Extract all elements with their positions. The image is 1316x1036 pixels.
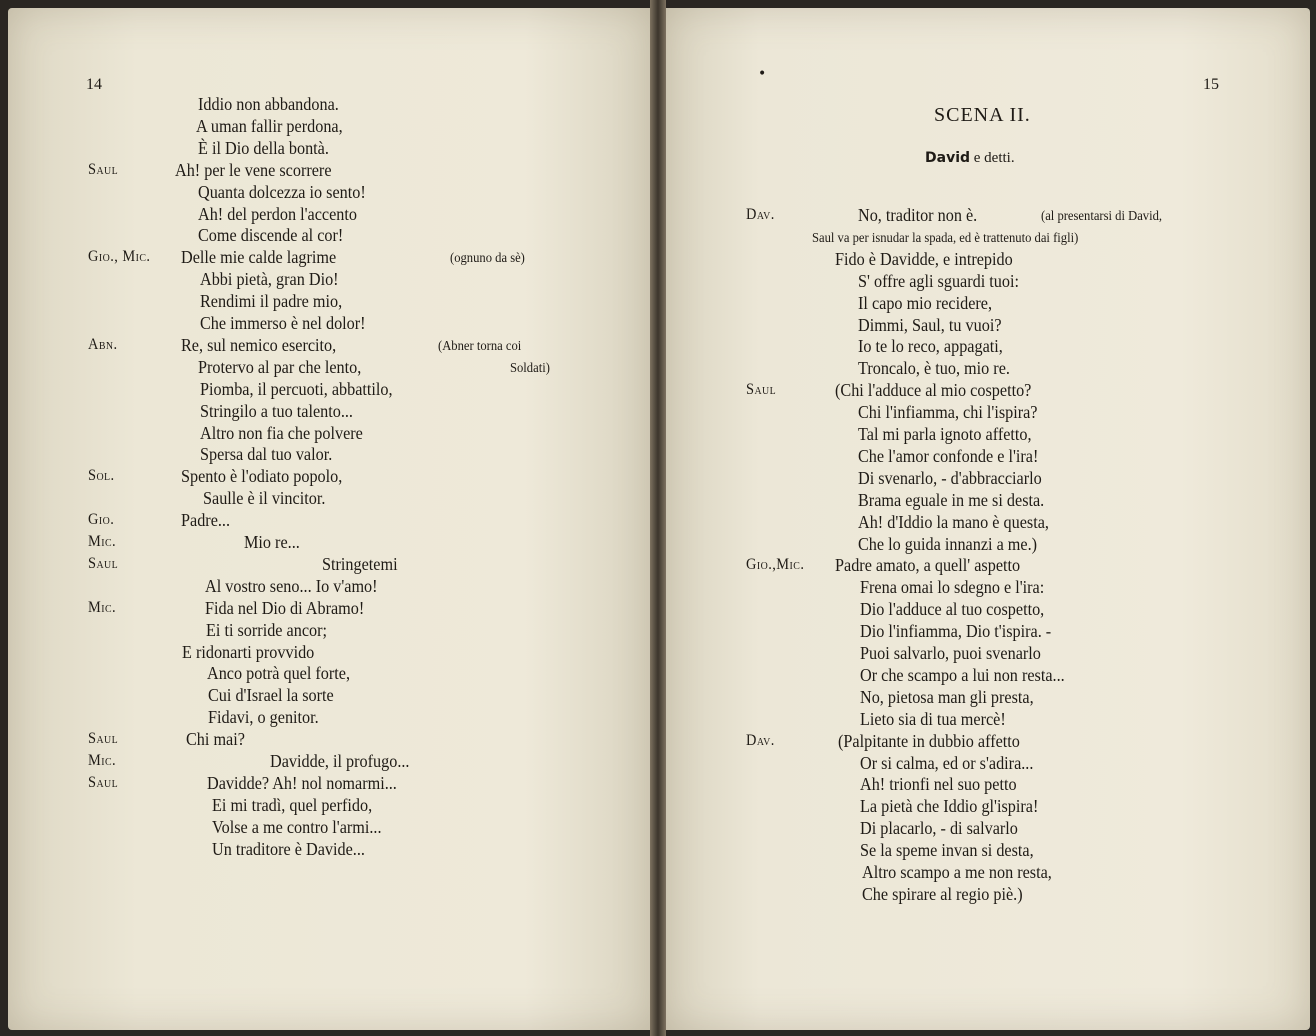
stage-direction: (Abner torna coi <box>438 338 522 354</box>
speaker-label: Mic. <box>88 533 117 550</box>
stage-direction: Saul va per isnudar la spada, ed è trattenuto dai figli) <box>812 230 1079 246</box>
verse-line: Che immerso è nel dolor! <box>200 313 366 333</box>
verse-line: No, traditor non è. <box>858 205 978 225</box>
verse-line: Come discende al cor! <box>198 225 344 246</box>
right-page-number: 15 <box>1203 76 1219 93</box>
verse-line: Il capo mio recidere, <box>858 292 993 313</box>
verse-line: Lieto sia di tua mercè! <box>860 708 1006 729</box>
verse-line: Di placarlo, - di salvarlo <box>860 818 1018 839</box>
verse-line: E ridonarti provvido <box>182 641 315 662</box>
verse-line: Che l'amor confonde e l'ira! <box>858 445 1039 466</box>
speaker-label: Dav. <box>746 731 775 749</box>
verse-line: Stringilo a tuo talento... <box>200 400 353 421</box>
verse-line: Dio l'adduce al tuo cospetto, <box>860 599 1045 620</box>
verse-line: Fida nel Dio di Abramo! <box>205 597 365 618</box>
scene-title: SCENA II. <box>934 104 1031 126</box>
verse-line: Che spirare al regio piè.) <box>862 883 1023 904</box>
verse-line: Troncalo, è tuo, mio re. <box>858 358 1010 379</box>
verse-line: Saulle è il vincitor. <box>203 488 326 509</box>
speaker-label: Gio. <box>88 511 115 529</box>
persons-rest: e detti. <box>973 150 1015 166</box>
stage-direction: (al presentarsi di David, <box>1041 209 1163 224</box>
verse-line: Puoi salvarlo, puoi svenarlo <box>860 643 1041 663</box>
speaker-label: Mic. <box>88 752 117 769</box>
speaker-label: Saul <box>88 160 119 178</box>
verse-line: Protervo al par che lento, <box>198 356 362 377</box>
page-mark: • <box>758 66 767 82</box>
left-page-number: 14 <box>86 76 102 93</box>
verse-line: Re, sul nemico esercito, <box>181 334 337 355</box>
verse-line: Che lo guida innanzi a me.) <box>858 533 1038 554</box>
book-gutter <box>650 0 666 1036</box>
speaker-label: Saul <box>88 730 119 748</box>
scene-persons <box>925 150 1015 167</box>
verse-line: Io te lo reco, appagati, <box>858 336 1003 357</box>
persons-bold: David <box>925 150 971 166</box>
verse-line: Davidde? Ah! nol nomarmi... <box>207 772 397 793</box>
verse-line: Di svenarlo, - d'abbracciarlo <box>858 467 1042 488</box>
verse-line: Padre amato, a quell' aspetto <box>835 555 1021 576</box>
verse-line: Volse a me contro l'armi... <box>212 816 382 837</box>
verse-line: Or che scampo a lui non resta... <box>860 664 1065 685</box>
verse-line: Al vostro seno... Io v'amo! <box>205 575 378 596</box>
verse-line: Stringetemi <box>322 553 398 574</box>
speaker-label: Sol. <box>88 467 115 485</box>
verse-line: Ah! trionfi nel suo petto <box>860 774 1017 795</box>
verse-line: È il Dio della bontà. <box>198 137 329 158</box>
verse-line: Dio l'infiamma, Dio t'ispira. - <box>860 621 1052 642</box>
verse-line: Or si calma, ed or s'adira... <box>860 752 1034 773</box>
verse-line: Mio re... <box>244 532 300 552</box>
verse-line: Delle mie calde lagrime <box>181 247 337 268</box>
verse-line: Cui d'Israel la sorte <box>208 685 334 706</box>
verse-line: Un traditore è Davide... <box>212 838 365 859</box>
verse-line: Spersa dal tuo valor. <box>200 444 333 465</box>
verse-line: No, pietosa man gli presta, <box>860 686 1034 707</box>
verse-line: Iddio non abbandona. <box>198 94 339 114</box>
verse-line: Tal mi parla ignoto affetto, <box>858 424 1032 444</box>
verse-line: Fido è Davidde, e intrepido <box>835 248 1013 269</box>
speaker-label: Dav. <box>746 206 775 223</box>
speaker-label: Saul <box>88 773 119 791</box>
verse-line: Altro non fia che polvere <box>200 422 363 443</box>
verse-line: S' offre agli sguardi tuoi: <box>858 270 1020 291</box>
verse-line: Ei ti sorride ancor; <box>206 619 328 640</box>
verse-line: Piomba, il percuoti, abbattilo, <box>200 378 393 399</box>
speaker-label: Saul <box>88 554 119 572</box>
verse-line: Ei mi tradì, quel perfido, <box>212 794 373 815</box>
verse-line: Davidde, il profugo... <box>270 751 410 771</box>
verse-line: Anco potrà quel forte, <box>207 663 351 684</box>
speaker-label: Gio.,Mic. <box>746 556 805 574</box>
verse-line: Dimmi, Saul, tu vuoi? <box>858 314 1002 335</box>
stage-direction: Soldati) <box>510 360 550 376</box>
speaker-label: Mic. <box>88 598 117 616</box>
verse-line: Ah! per le vene scorrere <box>175 159 332 180</box>
verse-line: Ah! d'Iddio la mano è questa, <box>858 511 1049 532</box>
verse-line: Rendimi il padre mio, <box>200 291 343 312</box>
verse-line: Chi mai? <box>186 729 245 750</box>
verse-line: (Palpitante in dubbio affetto <box>838 730 1020 751</box>
verse-line: Brama eguale in me si desta. <box>858 489 1045 510</box>
verse-line: Spento è l'odiato popolo, <box>181 466 343 487</box>
speaker-label: Saul <box>746 381 777 399</box>
verse-line: Ah! del perdon l'accento <box>198 203 358 224</box>
verse-line: Frena omai lo sdegno e l'ira: <box>860 577 1045 598</box>
verse-line: Quanta dolcezza io sento! <box>198 181 366 202</box>
speaker-label: Abn. <box>88 335 118 353</box>
verse-line: Padre... <box>181 510 231 531</box>
verse-line: Se la speme invan si desta, <box>860 840 1034 861</box>
verse-line: Abbi pietà, gran Dio! <box>200 269 339 290</box>
verse-line: La pietà che Iddio gl'ispira! <box>860 796 1039 817</box>
speaker-label: Gio., Mic. <box>88 248 151 266</box>
verse-line: Fidavi, o genitor. <box>208 707 319 728</box>
stage-direction: (ognuno da sè) <box>450 251 525 267</box>
verse-line: Altro scampo a me non resta, <box>862 862 1052 882</box>
verse-line: Chi l'infiamma, chi l'ispira? <box>858 402 1038 423</box>
verse-line: A uman fallir perdona, <box>196 115 343 136</box>
verse-line: (Chi l'adduce al mio cospetto? <box>835 380 1032 401</box>
